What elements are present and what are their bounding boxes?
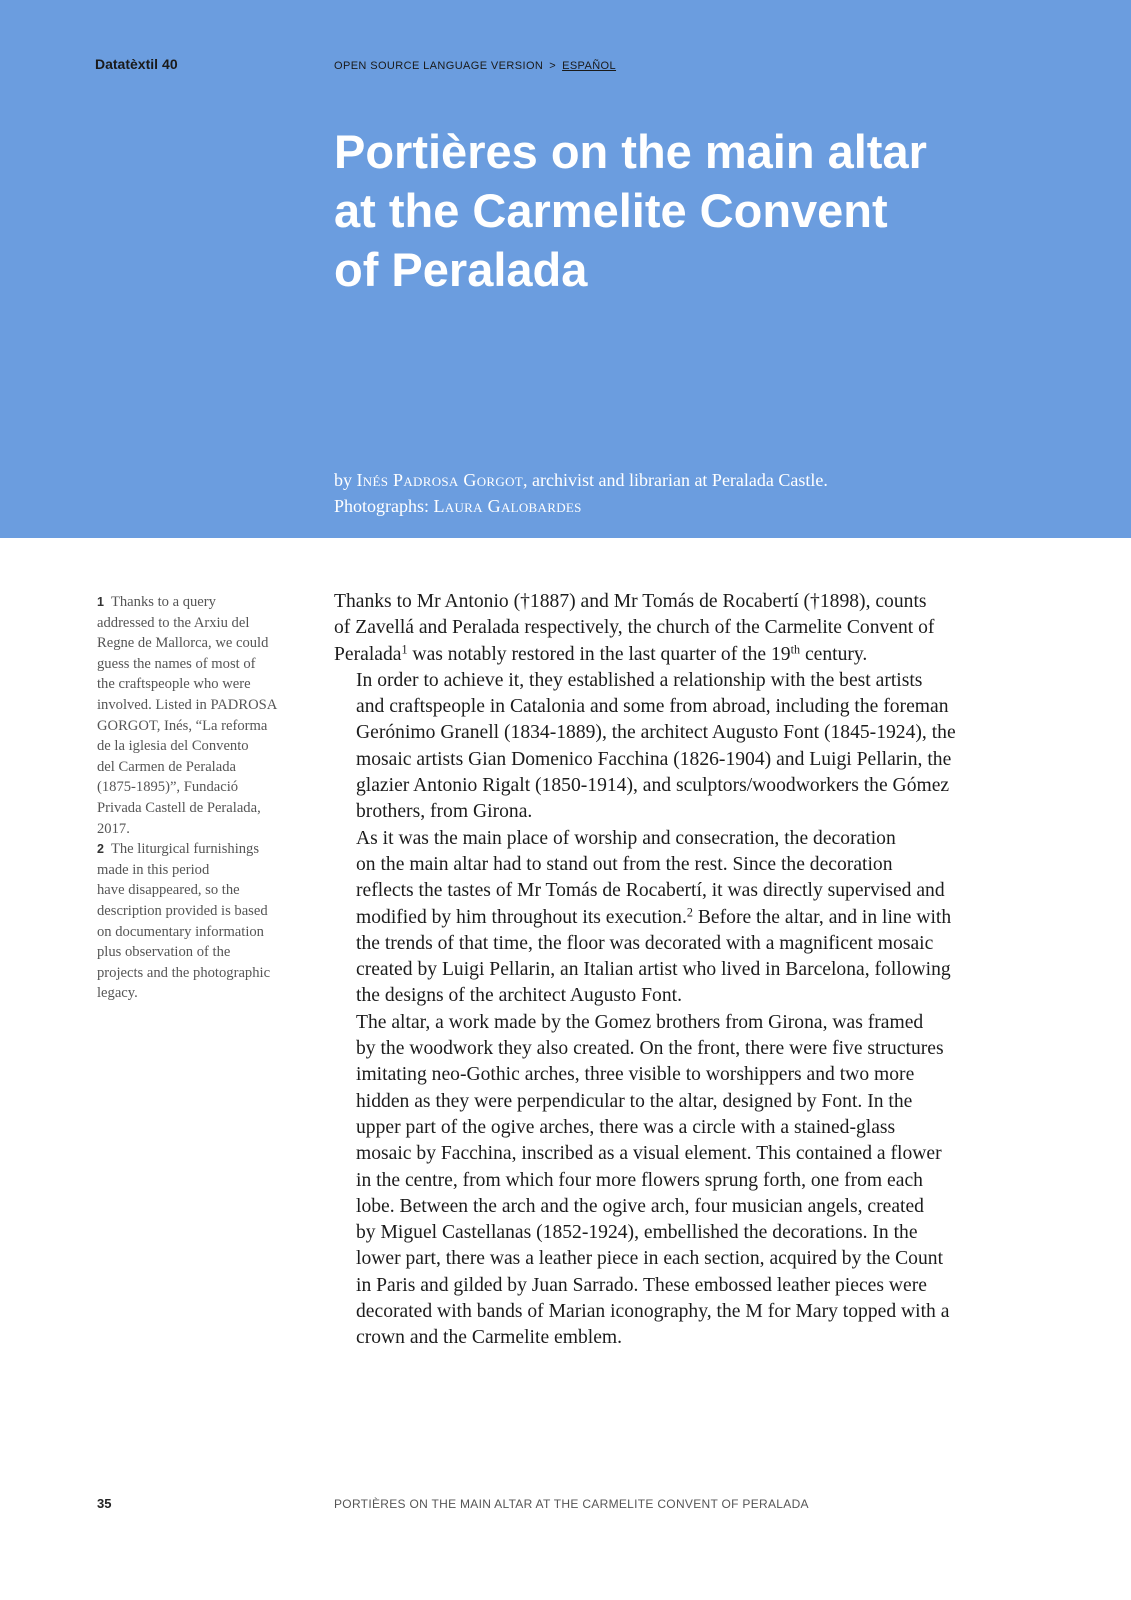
footnote-line: Regne de Mallorca, we could bbox=[97, 635, 269, 652]
body-line: in Paris and gilded by Juan Sarrado. These embossed leather pieces were bbox=[356, 1274, 927, 1296]
body-text-run: Before the altar, and in line with bbox=[692, 906, 952, 928]
body-line: glazier Antonio Rigalt (1850-1914), and sculptors/woodworkers the Gómez bbox=[356, 775, 950, 797]
footnote-1 bbox=[97, 592, 312, 839]
body-text-run: century. bbox=[800, 643, 868, 665]
body-line: mosaic by Facchina, inscribed as a visual element. This contained a flower bbox=[356, 1143, 942, 1165]
author-line bbox=[334, 467, 1094, 493]
footnote-line: involved. Listed in PADROSA bbox=[97, 696, 278, 713]
paragraph-3 bbox=[334, 826, 1002, 1010]
article-title bbox=[334, 122, 1034, 299]
body-line: on the main altar had to stand out from the rest. Since the decoration bbox=[356, 853, 893, 875]
footnote-line: description provided is based bbox=[97, 902, 268, 919]
language-link-espanol[interactable]: ESPAÑOL bbox=[562, 60, 617, 72]
footnote-line: Privada Castell de Peralada, bbox=[97, 799, 261, 816]
footnote-2 bbox=[97, 839, 312, 1004]
title-line: Portières on the main altar bbox=[334, 125, 927, 178]
body-line: created by Luigi Pellarin, an Italian artist who lived in Barcelona, following bbox=[356, 959, 951, 981]
footnote-ref-2[interactable]: 2 bbox=[686, 904, 693, 919]
language-version-nav bbox=[334, 60, 616, 72]
footnote-line: on documentary information bbox=[97, 923, 264, 940]
body-line: decorated with bands of Marian iconography, the M for Mary topped with a bbox=[356, 1301, 950, 1323]
author-name: Inés Padrosa Gorgot bbox=[356, 470, 523, 490]
footnote-line: have disappeared, so the bbox=[97, 882, 240, 899]
ordinal-suffix: th bbox=[790, 641, 801, 656]
footnote-line: the craftspeople who were bbox=[97, 676, 251, 693]
article-body bbox=[334, 589, 1002, 1352]
footnote-line: del Carmen de Peralada bbox=[97, 758, 236, 775]
footnote-line: 2017. bbox=[97, 820, 130, 837]
body-line: Thanks to Mr Antonio (†1887) and Mr Tomás de Rocabertí (†1898), counts bbox=[334, 591, 927, 612]
footnote-number: 1 bbox=[97, 595, 104, 609]
body-line: and craftspeople in Catalonia and some from abroad, including the foreman bbox=[356, 696, 949, 718]
body-line: brothers, from Girona. bbox=[356, 801, 533, 823]
body-line: As it was the main place of worship and consecration, the decoration bbox=[356, 827, 896, 849]
body-line: of Zavellá and Peralada respectively, the church of the Carmelite Convent of bbox=[334, 617, 935, 639]
language-version-label: OPEN SOURCE LANGUAGE VERSION bbox=[334, 60, 544, 72]
paragraph-2 bbox=[334, 668, 1002, 826]
body-text-run: modified by him throughout its execution. bbox=[356, 906, 687, 928]
body-line bbox=[334, 905, 1002, 931]
footnote-line: guess the names of most of bbox=[97, 655, 256, 672]
photographer-name: Laura Galobardes bbox=[433, 496, 582, 516]
breadcrumb-separator: > bbox=[549, 60, 557, 72]
body-text-run: Peralada bbox=[334, 643, 402, 665]
body-line: crown and the Carmelite emblem. bbox=[356, 1327, 623, 1349]
body-line: hidden as they were perpendicular to the altar, designed by Font. In the bbox=[356, 1090, 913, 1112]
running-footer-title: PORTIÈRES ON THE MAIN ALTAR AT THE CARMELITE CONVENT OF PERALADA bbox=[334, 1497, 809, 1511]
body-line: In order to achieve it, they established a relationship with the best artists bbox=[356, 669, 923, 691]
footnote-line: made in this period bbox=[97, 861, 210, 878]
magazine-brand bbox=[95, 56, 178, 72]
footnote-line: de la iglesia del Convento bbox=[97, 738, 249, 755]
footnote-line: legacy. bbox=[97, 985, 138, 1002]
footnote-line: GORGOT, Inés, “La reforma bbox=[97, 717, 268, 734]
body-line: by Miguel Castellanas (1852-1924), embellished the decorations. In the bbox=[356, 1222, 918, 1244]
footnote-line: Thanks to a query bbox=[110, 594, 216, 610]
body-line: by the woodwork they also created. On the front, there were five structures bbox=[356, 1038, 944, 1060]
body-line: The altar, a work made by the Gomez brothers from Girona, was framed bbox=[356, 1011, 924, 1033]
body-line: upper part of the ogive arches, there was a circle with a stained-glass bbox=[356, 1116, 896, 1138]
byline bbox=[334, 467, 1094, 519]
footnotes-sidebar bbox=[97, 592, 312, 1004]
brand-name: Datatèxtil bbox=[95, 56, 159, 72]
body-line: mosaic artists Gian Domenico Facchina (1826-1904) and Luigi Pellarin, the bbox=[356, 748, 952, 770]
body-line: Gerónimo Granell (1834-1889), the architect Augusto Font (1845-1924), the bbox=[356, 722, 956, 744]
body-line: lobe. Between the arch and the ogive arch, four musician angels, created bbox=[356, 1195, 924, 1217]
body-line bbox=[334, 642, 1002, 668]
title-line: of Peralada bbox=[334, 243, 588, 296]
body-line: the trends of that time, the floor was decorated with a magnificent mosaic bbox=[356, 932, 934, 954]
body-line: the designs of the architect Augusto Font. bbox=[356, 985, 682, 1007]
body-line: reflects the tastes of Mr Tomás de Rocabertí, it was directly supervised and bbox=[356, 880, 945, 902]
title-line: at the Carmelite Convent bbox=[334, 184, 888, 237]
footnote-line: addressed to the Arxiu del bbox=[97, 614, 250, 631]
body-line: lower part, there was a leather piece in each section, acquired by the Count bbox=[356, 1248, 944, 1270]
author-role: , archivist and librarian at Peralada Castle. bbox=[523, 470, 828, 490]
body-text-run: was notably restored in the last quarter of the 19 bbox=[407, 643, 791, 665]
footnote-number: 2 bbox=[97, 842, 104, 857]
footnote-line: plus observation of the bbox=[97, 944, 231, 961]
body-line: in the centre, from which four more flowers sprung forth, one from each bbox=[356, 1169, 923, 1191]
footnote-line: (1875-1895)”, Fundació bbox=[97, 779, 239, 796]
photographer-line bbox=[334, 493, 1094, 519]
footnote-line: The liturgical furnishings bbox=[110, 841, 260, 858]
issue-number: 40 bbox=[162, 56, 178, 72]
body-line: imitating neo-Gothic arches, three visible to worshippers and two more bbox=[356, 1064, 915, 1086]
paragraph-1 bbox=[334, 589, 1002, 668]
page-number: 35 bbox=[97, 1496, 112, 1511]
photos-label: Photographs: bbox=[334, 496, 430, 516]
byline-by: by bbox=[334, 470, 352, 490]
footnote-line: projects and the photographic bbox=[97, 964, 271, 981]
paragraph-4 bbox=[334, 1010, 1002, 1352]
footnote-ref-1[interactable]: 1 bbox=[401, 641, 408, 656]
